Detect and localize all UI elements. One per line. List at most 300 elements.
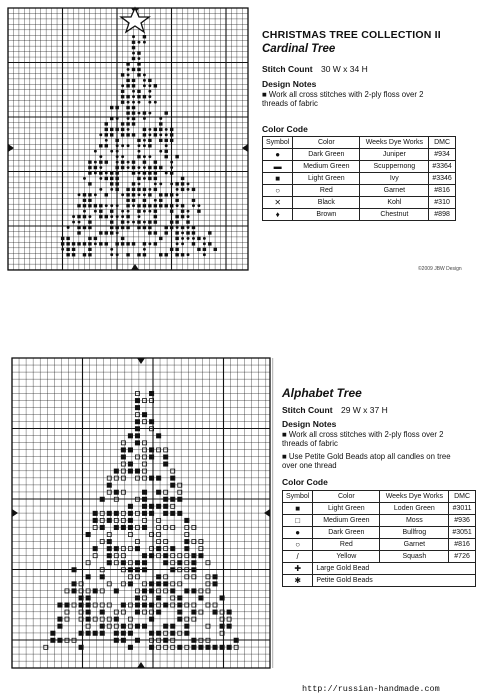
bottom-tree-stitch [86,617,91,622]
top-tree-stitch [77,215,80,218]
top-tree-stitch [126,204,129,207]
top-tree-stitch [88,160,91,163]
source-url: http://russian-handmade.com [302,684,440,694]
top-tree-stitch [170,220,173,223]
bottom-tree-stitch [128,462,133,467]
top-tree-stitch [115,226,118,229]
top-tree-stitch [94,242,97,245]
bottom-tree-stitch [170,588,175,593]
bottom-tree-stitch [156,433,161,438]
top-tree-stitch [165,111,168,114]
top-tree-stitch [115,106,118,109]
top-tree-stitch [121,100,124,103]
top-tree-stitch [132,101,135,104]
bottom-tree-stitch [114,546,119,551]
top-tree-stitch [138,57,141,60]
top-tree-stitch [126,193,129,196]
bottom-tree-stitch [234,638,239,643]
bottom-tree-stitch [100,631,105,636]
bottom-tree-stitch [191,645,196,650]
bottom-tree-stitch [135,440,140,445]
bottom-tree-stitch [184,539,189,544]
bottom-tree-stitch [170,567,175,572]
col-color: Color [293,137,360,149]
table-header-row [263,137,456,149]
bottom-tree-stitch [156,574,161,579]
top-tree-stitch [127,144,130,147]
top-tree-stitch [138,150,141,153]
top-tree-stitch [154,209,157,212]
top-tree-stitch [126,62,129,65]
bottom-tree-stitch [149,511,154,516]
bottom-tree-stitch [135,624,140,629]
top-tree-stitch [143,188,146,191]
bottom-tree-stitch [170,511,175,516]
top-tree-stitch [143,139,146,142]
bottom-tree-stitch [135,419,140,424]
top-tree-stitch [132,95,135,98]
tree-top-star-icon [121,8,149,32]
bottom-tree-stitch [163,462,168,467]
top-tree-stitch [138,166,141,169]
top-tree-stitch [88,166,91,169]
cardinal-tree-title: Cardinal Tree [262,43,336,55]
bottom-tree-stitch [114,511,119,516]
top-tree-stitch [132,166,135,169]
bottom-tree-stitch [198,595,203,600]
top-tree-stitch [126,253,129,256]
bottom-tree-stitch [86,610,91,615]
bottom-tree-stitch [86,603,91,608]
top-tree-stitch [83,193,86,196]
bottom-tree-stitch [163,553,168,558]
top-tree-stitch [83,253,86,256]
top-tree-stitch [148,220,151,223]
top-tree-stitch [88,204,91,207]
bottom-tree-stitch [135,433,140,438]
table-row: ● Dark Green Bullfrog #3051 [283,527,476,539]
top-tree-stitch [208,242,211,245]
bottom-tree-stitch [163,581,168,586]
top-tree-stitch [99,215,102,218]
bottom-tree-stitch [149,581,154,586]
alphabet-note-1: ■ Work all cross stitches with 2-ply floss over 2 threads of fabric [282,430,444,448]
top-tree-stitch [154,128,157,131]
bottom-tree-stitch [86,532,91,537]
bottom-tree-stitch [220,595,225,600]
top-tree-stitch [148,79,151,82]
col-symbol: Symbol [263,137,293,149]
bottom-tree-stitch [177,511,182,516]
bottom-tree-stitch [191,560,196,565]
bottom-tree-stitch [128,504,133,509]
top-tree-stitch [132,111,135,114]
top-tree-stitch [170,182,173,185]
bottom-tree-stitch [135,603,140,608]
top-tree-stitch [88,199,91,202]
bottom-tree-stitch [213,574,218,579]
top-tree-stitch [187,188,190,191]
top-tree-stitch [197,248,200,251]
table-row: ● Dark Green Juniper #934 [263,149,456,161]
top-tree-stitch [132,79,135,82]
top-tree-stitch [192,226,195,229]
top-tree-stitch [143,35,146,38]
top-tree-stitch [99,166,102,169]
top-tree-stitch [181,215,184,218]
top-tree-stitch [88,226,91,229]
top-tree-stitch [192,199,195,202]
bottom-tree-stitch [121,638,126,643]
top-tree-stitch [121,155,124,158]
top-tree-stitch [143,95,146,98]
top-tree-stitch [192,231,195,234]
top-tree-stitch [88,182,91,185]
bottom-tree-stitch [170,546,175,551]
top-tree-stitch [127,221,130,224]
top-tree-stitch [126,215,129,218]
top-tree-stitch [126,111,129,114]
bottom-tree-stitch [177,560,182,565]
top-tree-stitch [165,226,168,229]
top-tree-stitch [187,237,190,240]
top-tree-stitch [88,220,91,223]
bottom-tree-stitch [156,581,161,586]
bottom-tree-stitch [100,624,105,629]
bottom-tree-stitch [191,610,196,615]
top-tree-stitch [148,210,151,213]
top-tree-stitch [67,226,70,229]
top-tree-stitch [83,177,86,180]
top-tree-stitch [165,139,168,142]
top-tree-stitch [127,128,130,131]
bottom-tree-stitch [213,581,218,586]
bottom-tree-stitch [177,610,182,615]
top-tree-stitch [83,215,86,218]
top-tree-stitch [110,177,113,180]
bottom-tree-stitch [79,595,84,600]
top-tree-stitch [159,117,162,120]
top-tree-stitch [143,73,146,76]
top-tree-stitch [175,220,178,223]
top-tree-stitch [105,144,108,147]
bottom-tree-stitch [177,617,182,622]
bottom-tree-stitch [107,553,112,558]
col-weeks: Weeks Dye Works [380,491,449,503]
top-tree-stitch [94,166,97,169]
top-tree-stitch [186,220,189,223]
top-tree-stitch [83,226,86,229]
top-tree-stitch [137,155,140,158]
top-tree-stitch [121,95,124,98]
top-tree-stitch [159,204,162,207]
bottom-tree-stitch [163,603,168,608]
bottom-tree-stitch [128,525,133,530]
top-tree-stitch [181,231,184,234]
top-tree-stitch [116,231,119,234]
top-tree-stitch [143,199,146,202]
bottom-tree-stitch [163,638,168,643]
top-tree-stitch [105,242,108,245]
top-tree-stitch [143,248,146,251]
top-tree-stitch [105,231,108,234]
top-tree-stitch [99,177,102,180]
top-tree-stitch [154,188,157,191]
top-tree-stitch [165,204,168,207]
table-row: ○ Red Garnet #816 [263,185,456,197]
top-tree-stitch [214,248,217,251]
top-tree-stitch [77,204,80,207]
table-row: ✚ Large Gold Bead [283,563,476,575]
bottom-tree-stitch [156,476,161,481]
top-tree-stitch [197,204,200,207]
top-tree-stitch [132,171,135,174]
top-tree-stitch [159,150,162,153]
top-tree-stitch [99,204,102,207]
top-tree-stitch [132,193,135,196]
top-tree-stitch [66,242,69,245]
bottom-tree-stitch [163,624,168,629]
top-tree-stitch [187,182,190,185]
bottom-tree-stitch [184,588,189,593]
bottom-tree-stitch [142,497,147,502]
top-tree-stitch [61,248,64,251]
bottom-tree-stitch [114,490,119,495]
bottom-tree-stitch [142,588,147,593]
top-tree-stitch [115,188,118,191]
top-tree-stitch [138,193,141,196]
top-tree-stitch [121,128,124,131]
bottom-tree-stitch [114,525,119,530]
bottom-tree-stitch [121,454,126,459]
bottom-tree-stitch [149,447,154,452]
bottom-tree-stitch [198,553,203,558]
bottom-tree-stitch [149,603,154,608]
bottom-tree-stitch [79,603,84,608]
top-tree-stitch [154,220,157,223]
bottom-tree-stitch [149,419,154,424]
top-tree-stitch [187,253,190,256]
top-tree-stitch [137,73,140,76]
top-tree-stitch [148,171,151,174]
bottom-tree-stitch [163,454,168,459]
top-tree-stitch [138,101,141,104]
top-tree-stitch [110,248,113,251]
bottom-tree-stitch [114,638,119,643]
top-tree-stitch [170,171,173,174]
top-tree-stitch [77,226,80,229]
top-tree-stitch [192,237,195,240]
top-tree-stitch [121,193,124,196]
top-tree-stitch [170,248,173,251]
top-tree-stitch [175,155,178,158]
top-tree-stitch [88,253,91,256]
bottom-grid-center-marker [137,358,145,364]
bottom-tree-stitch [100,574,105,579]
top-tree-stitch [181,242,184,245]
top-tree-stitch [127,166,130,169]
bottom-tree-stitch [213,645,218,650]
alphabet-color-code-title: Color Code [282,477,328,487]
top-tree-stitch [126,242,129,245]
top-tree-stitch [110,117,113,120]
top-tree-stitch [154,133,157,136]
top-tree-stitch [137,51,140,54]
top-tree-stitch [181,177,184,180]
bottom-tree-stitch [184,631,189,636]
top-tree-stitch [132,133,135,136]
top-tree-stitch [126,79,129,82]
top-tree-stitch [159,193,162,196]
top-tree-stitch [187,226,190,229]
bottom-tree-stitch [57,617,62,622]
copyright-text: ©2009 JBW Design [418,266,462,272]
top-tree-stitch [94,172,97,175]
bottom-tree-stitch [156,595,161,600]
bottom-tree-stitch [170,476,175,481]
top-tree-stitch [176,188,179,191]
top-tree-stitch [170,133,173,136]
top-tree-stitch [143,41,146,44]
alphabet-tree-title: Alphabet Tree [282,386,362,400]
bottom-tree-stitch [114,631,119,636]
top-tree-stitch [115,242,118,245]
bottom-tree-stitch [121,624,126,629]
top-tree-stitch [138,172,141,175]
top-tree-stitch [110,220,113,223]
top-tree-stitch [72,253,75,256]
top-tree-stitch [105,128,108,131]
bottom-tree-stitch [170,497,175,502]
table-row: ✕ Black Kohl #310 [263,197,456,209]
bottom-tree-stitch [142,603,147,608]
top-tree-stitch [110,226,113,229]
top-tree-stitch [143,253,146,256]
top-tree-stitch [61,242,64,245]
table-row: ▬ Medium Green Scuppernong #3364 [263,161,456,173]
top-tree-stitch [165,128,168,131]
top-tree-stitch [121,220,124,223]
bottom-tree-stitch [198,645,203,650]
top-tree-stitch [132,90,135,93]
bottom-grid-center-marker [137,662,145,668]
top-tree-stitch [127,117,130,120]
bottom-tree-stitch [128,433,133,438]
top-tree-stitch [187,210,190,213]
top-tree-stitch [126,84,129,87]
top-tree-stitch [78,221,81,224]
top-tree-stitch [203,248,206,251]
top-tree-stitch [143,155,146,158]
bottom-grid-center-marker [264,509,270,517]
top-tree-stitch [132,221,135,224]
bottom-tree-stitch [107,539,112,544]
top-tree-stitch [197,209,200,212]
top-tree-stitch [83,242,86,245]
cardinal-notes-title: Design Notes [262,79,317,89]
top-tree-stitch [77,231,80,234]
top-tree-stitch [137,209,140,212]
top-tree-stitch [127,161,130,164]
bottom-tree-stitch [149,645,154,650]
bottom-tree-stitch [149,391,154,396]
top-tree-stitch [121,133,124,136]
bottom-tree-stitch [156,610,161,615]
bottom-tree-stitch [205,645,210,650]
top-tree-stitch [137,90,140,93]
top-tree-stitch [197,237,200,240]
alphabet-color-table [282,490,476,587]
top-tree-stitch [94,161,97,164]
top-tree-stitch [132,68,135,71]
bottom-tree-stitch [135,546,140,551]
top-tree-stitch [143,226,146,229]
top-tree-stitch [170,166,173,169]
bottom-tree-stitch [149,588,154,593]
top-tree-stitch [170,161,173,164]
bottom-tree-stitch [114,588,119,593]
top-tree-stitch [110,253,113,256]
top-tree-stitch [170,204,173,207]
top-tree-stitch [121,166,124,169]
bottom-tree-stitch [107,518,112,523]
top-tree-stitch [110,188,113,191]
top-tree-stitch [88,237,91,240]
top-tree-stitch [116,155,119,158]
top-tree-stitch [83,210,86,213]
top-tree-stitch [154,177,157,180]
bottom-tree-stitch [93,511,98,516]
bottom-tree-stitch [128,631,133,636]
bottom-tree-stitch [100,497,105,502]
top-tree-stitch [154,171,157,174]
bottom-tree-stitch [79,631,84,636]
top-tree-stitch [121,210,124,213]
top-tree-stitch [138,112,141,115]
top-tree-stitch [115,177,118,180]
bottom-tree-stitch [107,483,112,488]
top-tree-stitch [208,231,211,234]
top-tree-stitch [72,248,75,251]
top-tree-stitch [110,128,113,131]
cardinal-color-code-title: Color Code [262,124,308,134]
top-tree-stitch [132,160,135,163]
bottom-tree-stitch [72,567,77,572]
table-row: ♦ Brown Chestnut #898 [263,209,456,221]
cardinal-stitch-count: Stitch Count 30 W x 34 H [262,64,368,74]
top-tree-stitch [137,253,140,256]
top-tree-stitch [116,144,119,147]
top-tree-stitch [181,237,184,240]
top-tree-stitch [132,204,135,207]
cardinal-note-1: ■ Work all cross stitches with 2-ply floss over 2 threads of fabric [262,90,424,108]
top-tree-stitch [137,226,140,229]
top-tree-stitch [94,237,97,240]
top-tree-stitch [143,128,146,131]
top-tree-stitch [154,182,157,185]
top-tree-stitch [148,242,151,245]
top-tree-stitch [138,41,141,44]
top-tree-stitch [99,242,102,245]
top-tree-stitch [132,52,135,55]
bottom-tree-stitch [163,511,168,516]
bottom-tree-stitch [191,588,196,593]
top-tree-stitch [132,199,135,202]
top-tree-stitch [159,139,162,142]
bottom-tree-stitch [177,595,182,600]
top-tree-stitch [110,150,113,153]
top-tree-stitch [154,160,157,163]
